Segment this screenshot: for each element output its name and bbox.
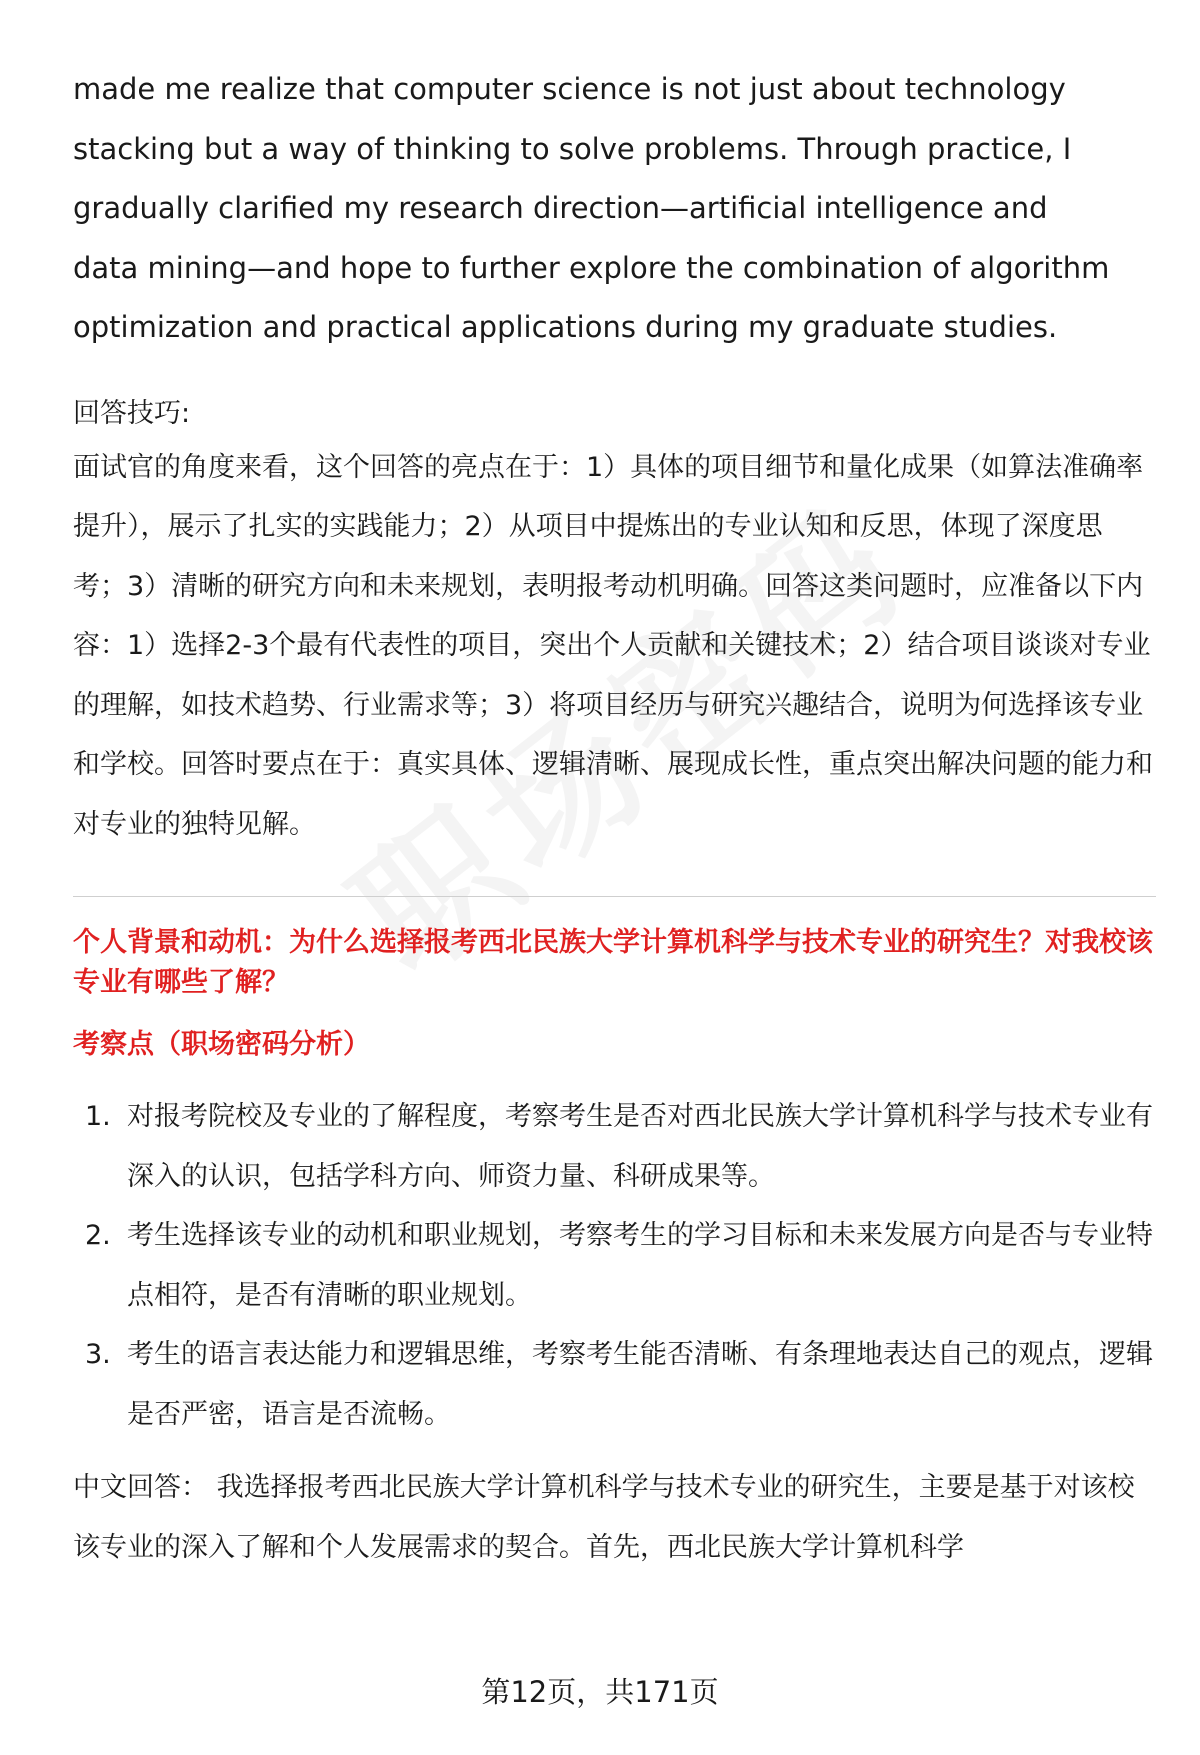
list-item-text: 考生选择该专业的动机和职业规划，考察考生的学习目标和未来发展方向是否与专业特点相符，是否有清晰的职业规划。 bbox=[127, 1220, 1153, 1311]
list-item-text: 对报考院校及专业的了解程度，考察考生是否对西北民族大学计算机科学与技术专业有深入的认识，包括学科方向、师资力量、科研成果等。 bbox=[127, 1101, 1153, 1192]
english-answer-paragraph: made me realize that computer science is not just about technology stacking but a way of thinking to solve problems. Through practice, I gradually clarified my research direction—artificial intelligence and data mining—and hope to further explore the combination of algorithm optimization and practical applications during my graduate studies. bbox=[73, 72, 1110, 344]
chinese-answer-paragraph: 中文回答： 我选择报考西北民族大学计算机科学与技术专业的研究生，主要是基于对该校该专业的深入了解和个人发展需求的契合。首先，西北民族大学计算机科学 bbox=[73, 1472, 1135, 1563]
list-item bbox=[73, 1087, 1153, 1206]
list-item-number: 2. bbox=[85, 1220, 111, 1251]
list-item bbox=[73, 1206, 1153, 1325]
list-item-number: 1. bbox=[85, 1101, 111, 1132]
list-item-number: 3. bbox=[85, 1339, 111, 1370]
section-divider bbox=[73, 896, 1156, 897]
question-heading: 个人背景和动机：为什么选择报考西北民族大学计算机科学与技术专业的研究生？对我校该专业有哪些了解？ bbox=[73, 927, 1153, 998]
analysis-heading: 考察点（职场密码分析） bbox=[73, 1029, 370, 1060]
tips-body: 面试官的角度来看，这个回答的亮点在于：1）具体的项目细节和量化成果（如算法准确率提升），展示了扎实的实践能力；2）从项目中提炼出的专业认知和反思，体现了深度思考；3）清晰的研究方向和未来规划，表明报考动机明确。回答这类问题时，应准备以下内容：1）选择2-3个最有代表性的项目，突出个人贡献和关键技术；2）结合项目谈谈对专业的理解，如技术趋势、行业需求等；3）将项目经历与研究兴趣结合，说明为何选择该专业和学校。回答时要点在于：真实具体、逻辑清晰、展现成长性，重点突出解决问题的能力和对专业的独特见解。 bbox=[73, 451, 1153, 840]
page-number-footer: 第12页，共171页 bbox=[481, 1675, 719, 1709]
list-item-text: 考生的语言表达能力和逻辑思维，考察考生能否清晰、有条理地表达自己的观点，逻辑是否严密，语言是否流畅。 bbox=[127, 1339, 1153, 1430]
page-content bbox=[73, 60, 1153, 1577]
analysis-points-list bbox=[73, 1087, 1153, 1444]
tips-title: 回答技巧: bbox=[73, 397, 191, 429]
list-item bbox=[73, 1325, 1153, 1444]
